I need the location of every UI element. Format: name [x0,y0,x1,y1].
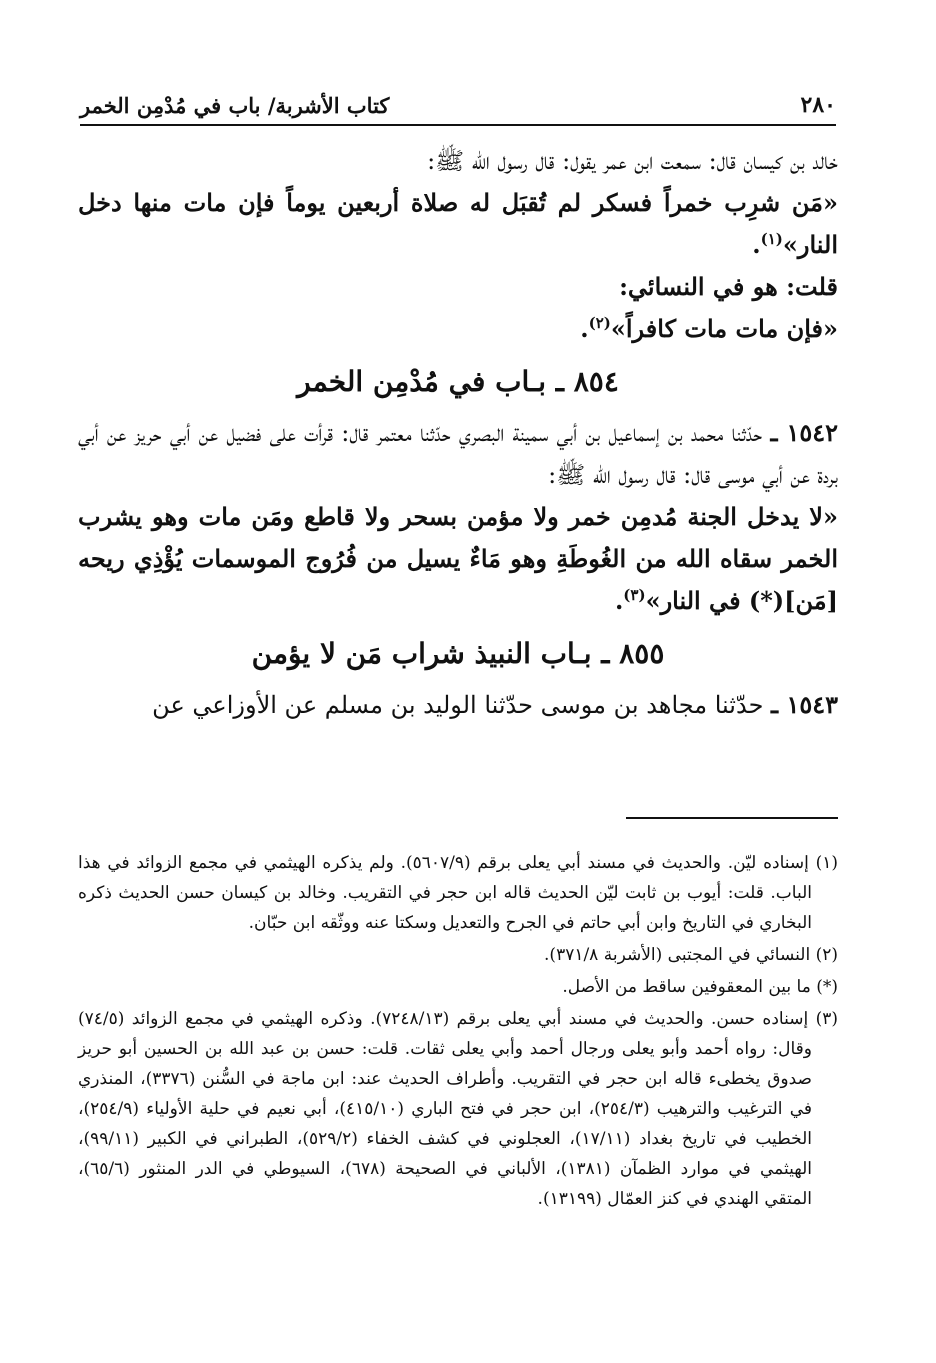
footnote-ref-2[interactable]: (٢) [588,314,611,332]
hadith-1543-isnad [78,684,838,726]
footnotes [78,848,838,1216]
hadith-matn-2-end: . [580,314,589,343]
running-title: كتاب الأشربة/ باب في مُدْمِن الخمر [80,93,390,118]
footnote-separator [626,817,838,819]
page-header [80,88,836,118]
hadith-1542-text: حدّثنا محمد بن إسماعيل بن أبي سمينة البصري حدّثنا معتمر قال: قرأت على فضيل عن أبي حريز عن أبي بردة عن أبي موسى قال: قال رسول الله ﷺ: [78,419,838,489]
footnote-1: (١) إسناده ليّن. والحديث في مسند أبي يعلى برقم (٥٦٠٧/٩). ولم يذكره الهيثمي في مجمع الزوائد في هذا الباب. قلت: أيوب بن ثابت ليّن الحديث قاله ابن حجر في التقريب. وخالد بن كيسان حسن الحديث ذكره البخاري في التاريخ وابن أبي حاتم في الجرح والتعديل وسكتا عنه ووثّقه ابن حبّان. [78,853,838,933]
hadith-1542-matn [78,496,838,622]
hadith-matn-1-text: «مَن شرِب خمراً فسكر لم تُقبَل له صلاة أربعين يوماً فإن مات منها دخل النار» [78,188,838,259]
footnote-ref-3[interactable]: (٣) [623,586,646,604]
page-number: ٢٨٠ [800,92,836,118]
chapter-heading-855: ٨٥٥ ـ بـاب النبيذ شراب مَن لا يؤمن [251,637,665,670]
hadith-1542-end: . [614,586,624,615]
intro-paragraph: خالد بن كيسان قال: سمعت ابن عمر يقول: قال رسول الله ﷺ: [427,147,838,175]
footnote-3: (٣) إسناده حسن. والحديث في مسند أبي يعلى برقم (٧٢٤٨/١٣). وذكره الهيثمي في مجمع الزوائد (٧٤/٥) وقال: رواه أحمد وأبو يعلى ورجال أحمد وأبي يعلى ثقات. قلت: حسن بن عبد الله بن الحسين أبو حريز صدوق يخطىء قاله ابن حجر في التقريب. وأطراف الحديث عند: ابن ماجة في السُّنن (٣٣٧٦)، المنذري في الترغيب والترهيب (٢٥٤/٣)، ابن حجر في فتح الباري (٤١٥/١٠)، أبي نعيم في حلية الأولياء (٢٥٤/٩)، الخطيب في تاريخ بغداد (١٧/١١)، العجلوني في كشف الخفاء (٥٢٩/٢)، الطبراني في الكبير (٩٩/١١)، الهيثمي في موارد الظمآن (١٣٨١)، الألباني في الصحيحة (٦٧٨)، السيوطي في الدر المنثور (٦٥/٦)، المتقي الهندي في كنز العمّال (١٣١٩٩). [78,1009,838,1209]
hadith-1542-isnad [78,412,838,496]
hadith-1542-number: ١٥٤٢ ـ [770,418,838,447]
hadith-matn-1-end: . [752,230,761,259]
hadith-matn-2-text: «فإن مات مات كافراً» [610,314,838,343]
footnote-2: (٢) النسائي في المجتبى (الأشربة ٣٧١/٨). [544,945,838,965]
hadith-matn-2 [78,308,838,350]
header-rule [80,124,836,126]
footnote-star: (*) ما بين المعقوفين ساقط من الأصل. [562,977,838,997]
hadith-matn-1 [78,182,838,266]
main-text [78,140,838,726]
hadith-1542-matn-text: «لا يدخل الجنة مُدمِن خمر ولا مؤمن بسحر ولا قاطع ومَن مات وهو يشرب الخمر سقاه الله من الغُوطَةِ وهو مَاءٌ يسيل من فُرُوج الموسمات يُؤْذِي ريحه [مَن](*) في النار» [78,502,838,615]
chapter-heading-854: ٨٥٤ ـ بـاب في مُدْمِن الخمر [297,365,619,398]
hadith-1543-text: حدّثنا مجاهد بن موسى حدّثنا الوليد بن مسلم عن الأوزاعي عن [152,691,764,719]
footnote-ref-1[interactable]: (١) [760,230,783,248]
hadith-1543-number: ١٥٤٣ ـ [771,690,838,719]
nasai-note: قلت: هو في النسائي: [619,272,838,301]
